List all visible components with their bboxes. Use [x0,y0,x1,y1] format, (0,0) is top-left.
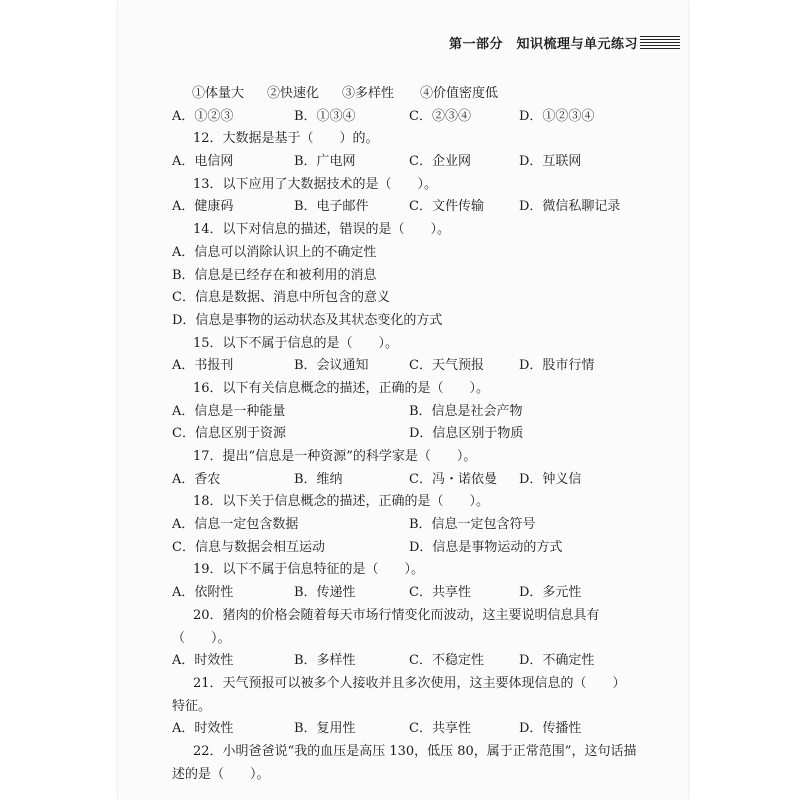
option: A．书报刊 [172,358,234,374]
option: D．传播性 [519,721,582,737]
option: B．会议通知 [294,358,369,374]
item-list [172,83,632,106]
options-row [172,650,632,673]
question-stem: 19．以下不属于信息特征的是（ ）。 [193,562,425,578]
option: D．信息是事物运动的方式 [409,539,563,555]
options-row [172,151,632,174]
options-row [172,537,632,560]
option: D．信息区别于物质 [409,426,524,442]
option: A．信息可以消除认识上的不确定性 [172,244,377,260]
option: D．钟义信 [519,471,582,487]
question-stem-continued: （ ）。 [172,630,231,646]
question-content [172,83,637,786]
item-text: ④价值密度低 [420,86,499,101]
option: B．广电网 [294,154,356,170]
question-stem-continued: 述的是（ ）。 [172,766,270,782]
option: C．信息是数据、消息中所包含的意义 [172,290,390,306]
options-row [172,106,632,129]
question-stem: 17．提出“信息是一种资源”的科学家是（ ）。 [193,449,477,464]
options-row [172,401,632,424]
option: C．共享性 [409,721,471,737]
option: A．电信网 [172,154,234,170]
page-header [118,33,688,55]
option: B．多样性 [294,653,356,669]
option: A．信息一定包含数据 [172,517,299,533]
options-row [172,355,632,378]
option: C．共享性 [409,585,471,601]
option: A．香农 [172,471,221,487]
question-stem: 18．以下关于信息概念的描述，正确的是（ ）。 [193,494,490,510]
option: A．健康码 [172,199,234,215]
question-stem: 13．以下应用了大数据技术的是（ ）。 [193,176,438,192]
option: A．①②③ [172,108,234,124]
question-stem: 15．以下不属于信息的是（ ）。 [193,335,399,351]
options-row [172,423,632,446]
question-stem: 12．大数据是基于（ ）的。 [193,131,379,147]
options-row [172,582,632,605]
option: D．微信私聊记录 [519,199,621,215]
option: B．电子邮件 [294,199,369,215]
options-row [172,718,632,741]
option: D．不确定性 [519,653,595,669]
option: C．冯・诺依曼 [409,471,497,487]
question-stem: 14．以下对信息的描述，错误的是（ ）。 [193,222,451,238]
option: B．信息是已经存在和被利用的消息 [172,267,377,283]
options-row [172,514,632,537]
option: C．天气预报 [409,358,484,374]
option: B．信息一定包含符号 [409,517,536,533]
question-stem: 21．天气预报可以被多个人接收并且多次使用，这主要体现信息的（ ） [193,675,626,691]
header-decoration-lines [640,36,680,49]
option: C．信息区别于资源 [172,426,286,442]
item-text: ①体量大 [192,86,245,101]
option: C．②③④ [409,108,471,124]
question-stem-continued: 特征。 [172,698,212,714]
option: B．维纳 [294,471,343,487]
item-text: ③多样性 [342,86,395,101]
option: D．信息是事物的运动状态及其状态变化的方式 [172,312,443,328]
option: D．互联网 [519,154,582,170]
item-text: ②快速化 [267,86,320,101]
option: A．信息是一种能量 [172,403,286,419]
option: A．时效性 [172,721,234,737]
option: A．时效性 [172,653,234,669]
options-row [172,469,632,492]
option: C．文件传输 [409,199,484,215]
option: C．企业网 [409,154,471,170]
option: B．传递性 [294,585,356,601]
option: A．依附性 [172,585,234,601]
option: C．信息与数据会相互运动 [172,539,325,555]
option: D．多元性 [519,585,582,601]
option: B．复用性 [294,721,356,737]
question-stem: 20．猪肉的价格会随着每天市场行情变化而波动，这主要说明信息具有 [193,607,600,623]
section-title: 第一部分 知识梳理与单元练习 [448,37,638,52]
option: D．股市行情 [519,358,595,374]
option: C．不稳定性 [409,653,484,669]
options-row [172,196,632,219]
question-stem: 22．小明爸爸说“我的血压是高压 130，低压 80，属于正常范围”，这句话描 [193,743,637,759]
option: B．信息是社会产物 [409,403,523,419]
question-stem: 16．以下有关信息概念的描述，正确的是（ ）。 [193,380,490,396]
option: D．①②③④ [519,108,595,124]
option: B．①③④ [294,108,356,124]
